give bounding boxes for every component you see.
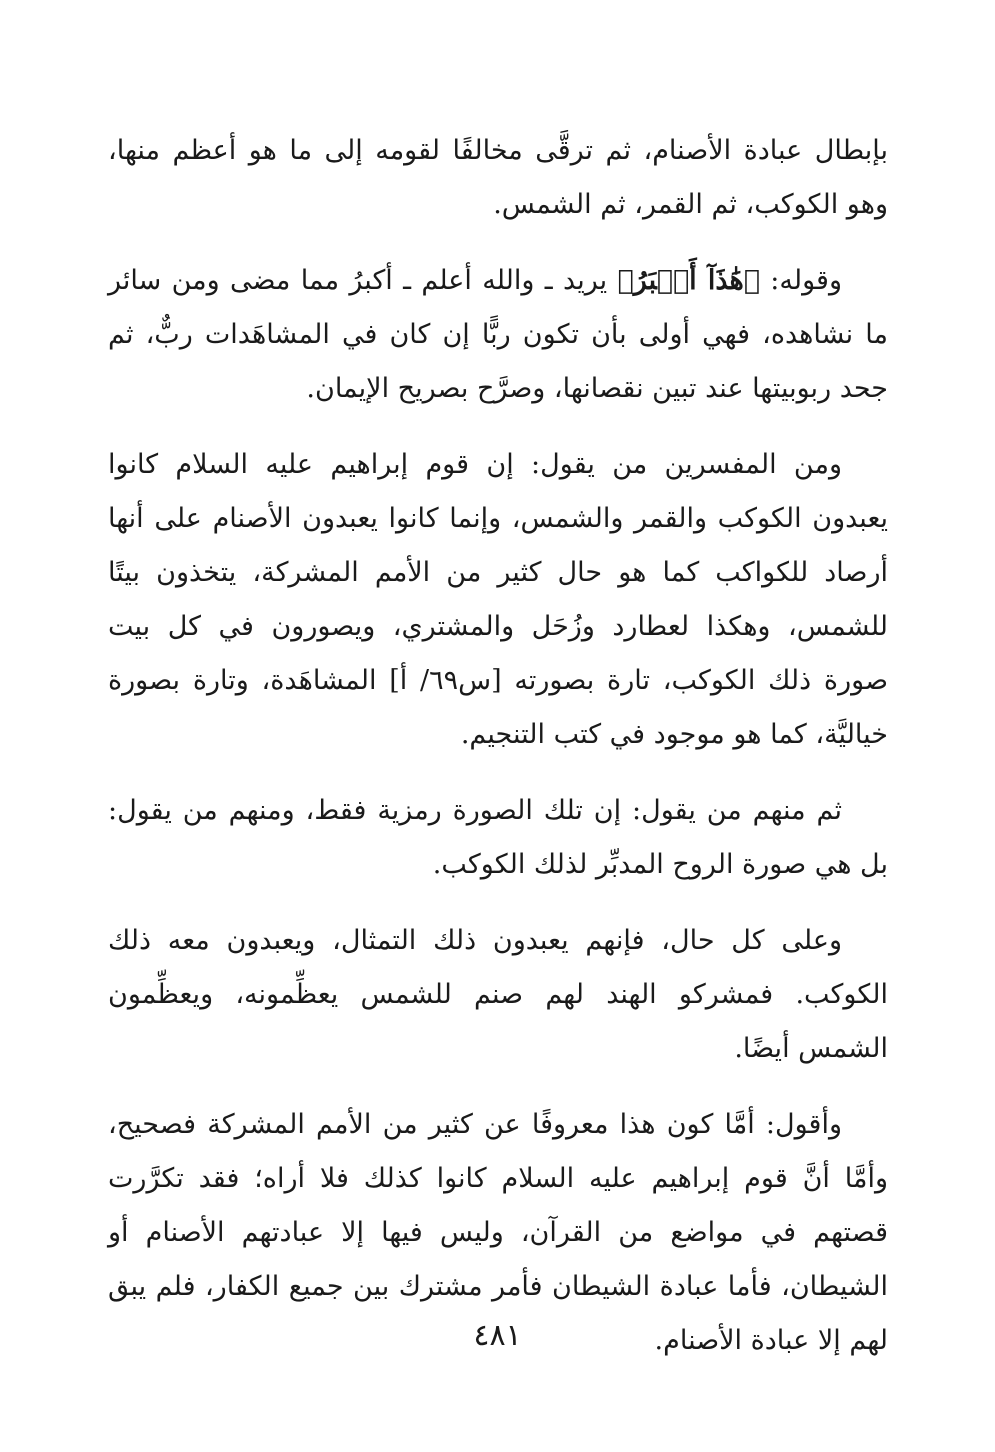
paragraph-idol-worship: وعلى كل حال، فإنهم يعبدون ذلك التمثال، ويعبدون معه ذلك الكوكب. فمشركو الهند لهم صنم للشمس يعظِّمونه، ويعظِّمون الشمس أيضًا. xyxy=(108,925,888,1064)
page-number: ٤٨١ xyxy=(473,1318,522,1353)
quran-quote: ﴿هَٰذَآ أَكۡبَرُ﴾ xyxy=(617,265,760,296)
paragraph-rest: يريد ـ والله أعلم ـ أكبرُ مما مضى ومن سائر ما نشاهده، فهي أولى بأن تكون ربًّا إن كان في المشاهَدات ربٌّ، ثم جحد ربوبيتها عند تبين نقصانها، وصرَّح بصريح الإيمان. xyxy=(108,265,888,404)
paragraph-quran-quote xyxy=(108,254,888,416)
paragraph-continuation: بإبطال عبادة الأصنام، ثم ترقَّى مخالفًا لقومه إلى ما هو أعظم منها، وهو الكوكب، ثم القمر، ثم الشمس. xyxy=(108,135,888,220)
paragraph-author-opinion: وأقول: أمَّا كون هذا معروفًا عن كثير من الأمم المشركة فصحيح، وأمَّا أنَّ قوم إبراهيم عليه السلام كانوا كذلك فلا أراه؛ فقد تكرَّرت قصتهم في مواضع من القرآن، وليس فيها إلا عبادتهم الأصنام أو الشيطان، فأما عبادة الشيطان فأمر مشترك بين جميع الكفار، فلم يبق لهم إلا عبادة الأصنام. xyxy=(108,1109,888,1356)
paragraph-commentators: ومن المفسرين من يقول: إن قوم إبراهيم عليه السلام كانوا يعبدون الكوكب والقمر والشمس، وإنما كانوا يعبدون الأصنام على أنها أرصاد للكواكب كما هو حال كثير من الأمم المشركة، يتخذون بيتًا للشمس، وهكذا لعطارد وزُحَل والمشتري، ويصورون في كل بيت صورة ذلك الكوكب، تارة بصورته [س٦٩/ أ] المشاهَدة، وتارة بصورة خياليَّة، كما هو موجود في كتب التنجيم. xyxy=(108,449,888,750)
paragraph-symbolic: ثم منهم من يقول: إن تلك الصورة رمزية فقط، ومنهم من يقول: بل هي صورة الروح المدبِّر لذلك الكوكب. xyxy=(108,795,888,880)
paragraph-lead: وقوله: xyxy=(759,265,842,296)
body-text xyxy=(108,124,888,1390)
